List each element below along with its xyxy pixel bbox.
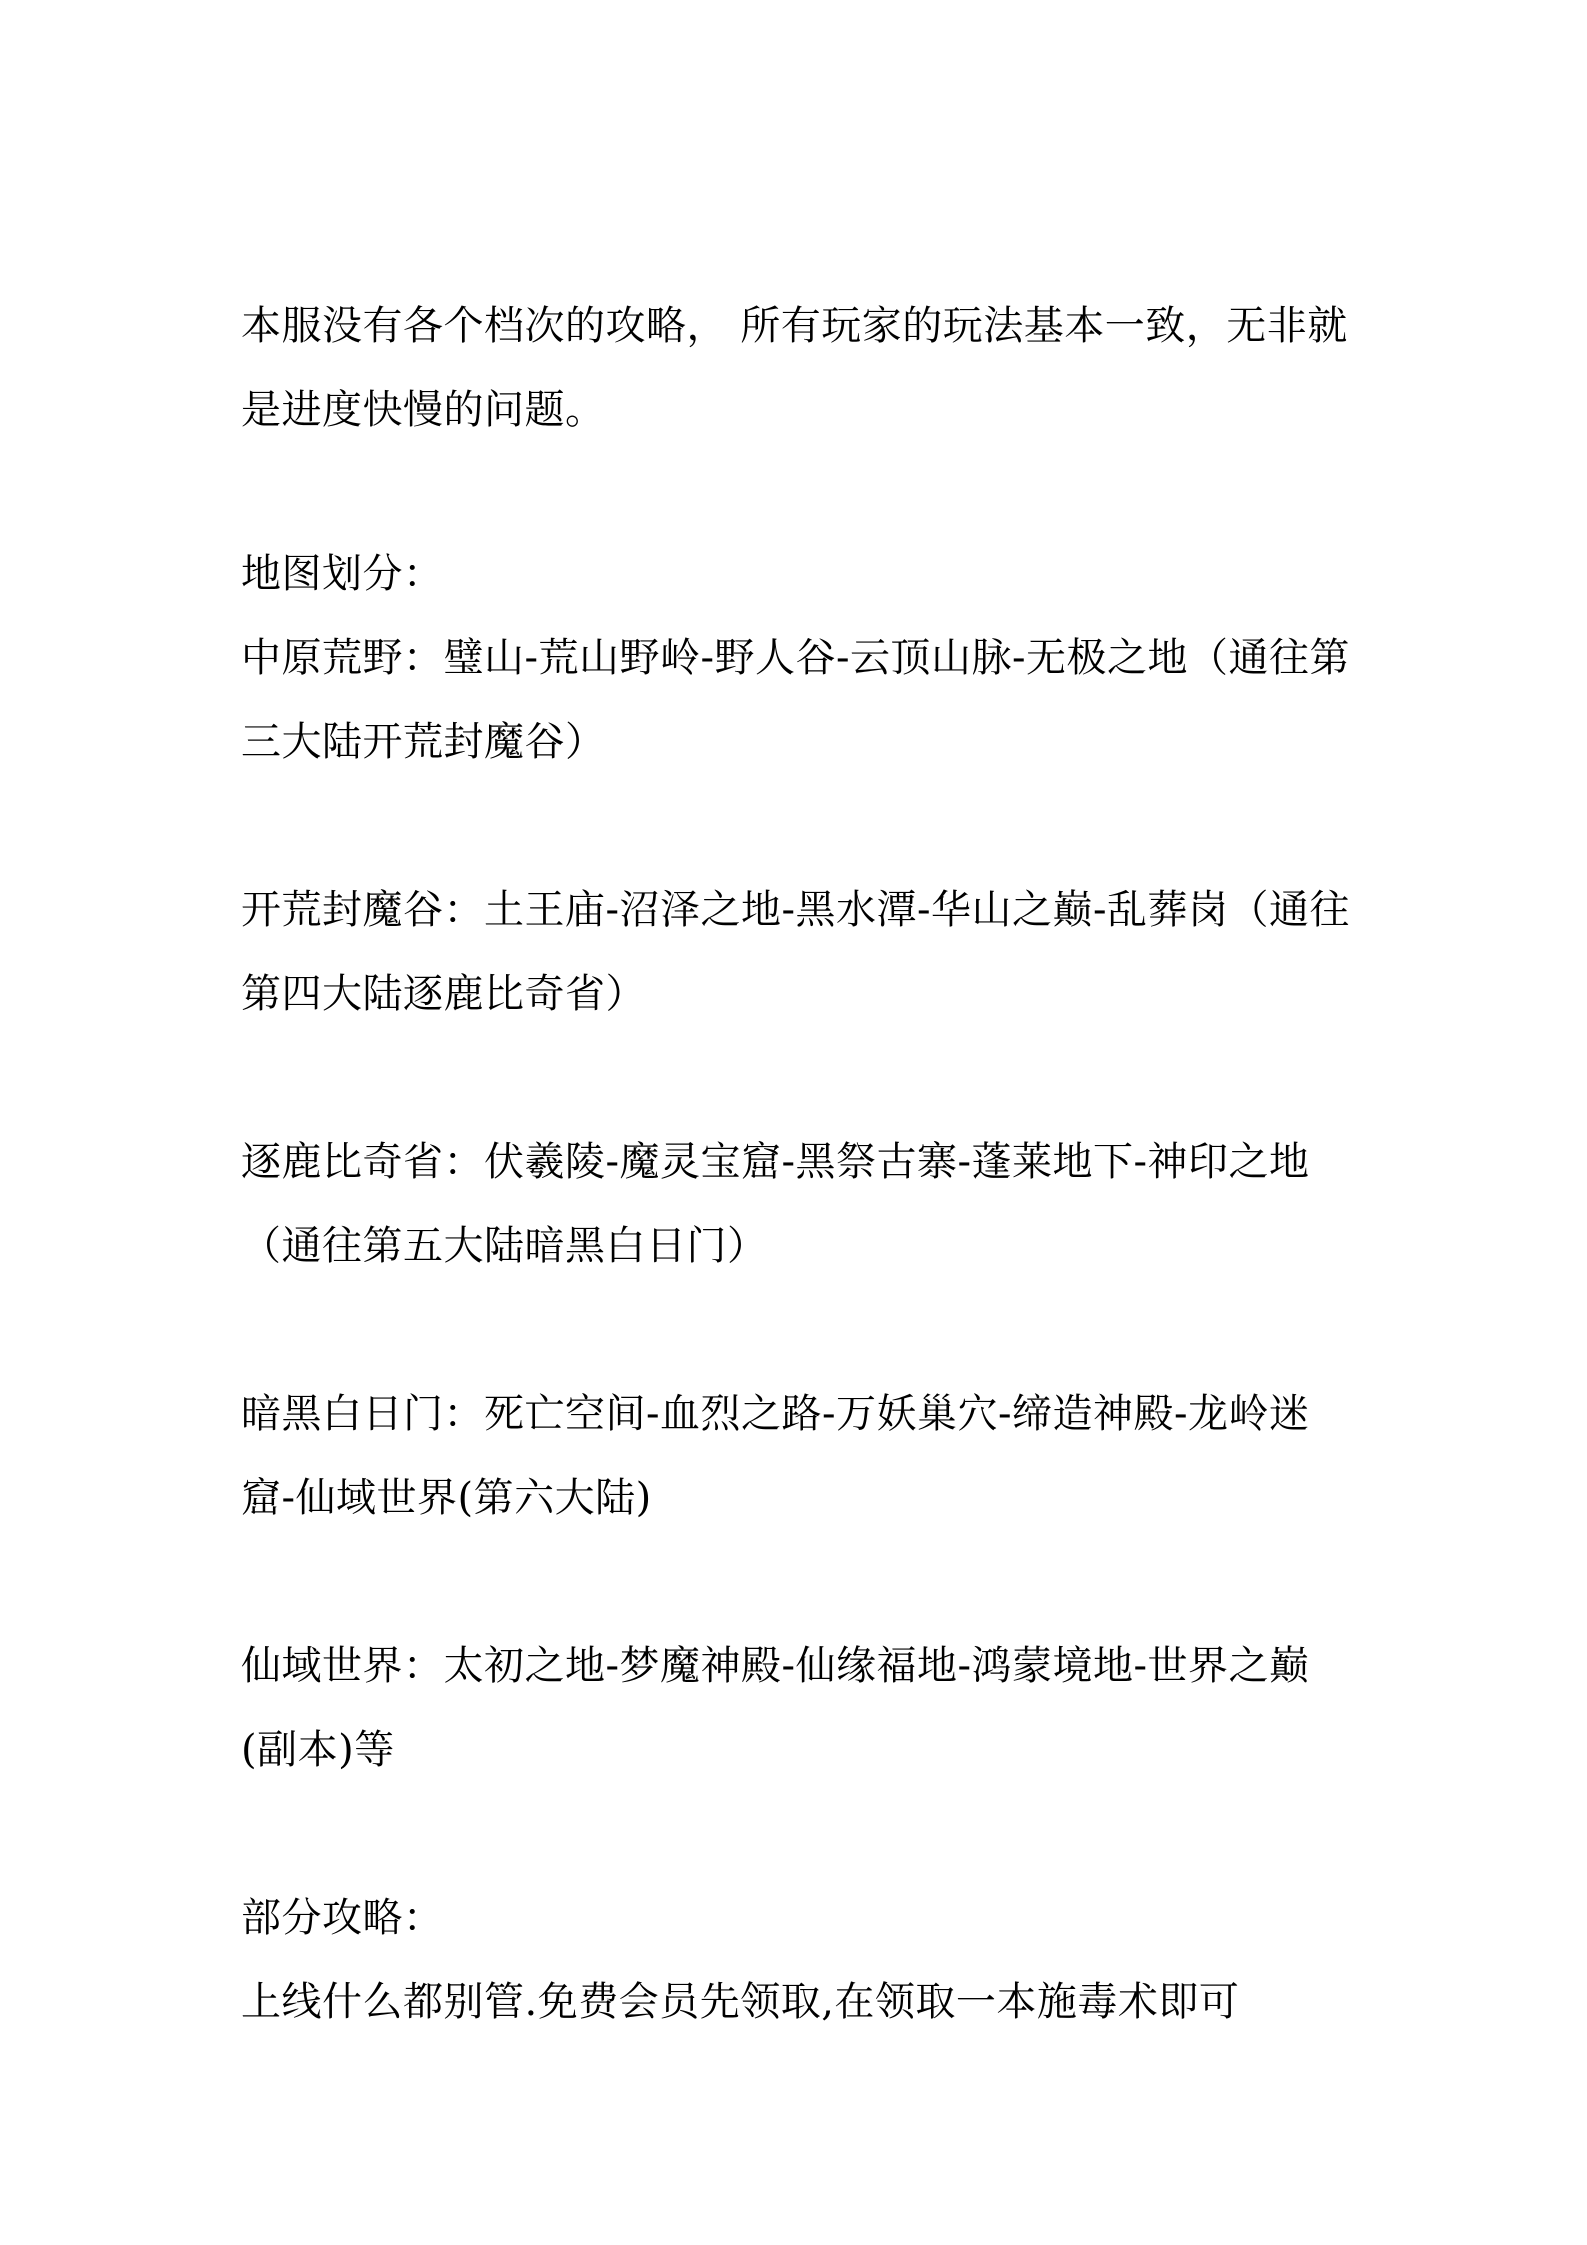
map-zhongyuan-paragraph: 中原荒野：璧山-荒山野岭-野人谷-云顶山脉-无极之地（通往第三大陆开荒封魔谷） xyxy=(241,635,1351,765)
document-body xyxy=(241,284,1361,2044)
map-anhei-paragraph: 暗黑白日门：死亡空间-血烈之路-万妖巢穴-缔造神殿-龙岭迷窟-仙域世界(第六大陆) xyxy=(241,1391,1310,1521)
intro-paragraph: 本服没有各个档次的攻略， 所有玩家的玩法基本一致，无非就是进度快慢的问题。 xyxy=(241,303,1348,433)
guide-section-heading: 部分攻略： xyxy=(241,1895,444,1941)
map-xianyu-paragraph: 仙域世界：太初之地-梦魔神殿-仙缘福地-鸿蒙境地-世界之巅(副本)等 xyxy=(241,1643,1310,1773)
map-kaihuang-paragraph: 开荒封魔谷：土王庙-沼泽之地-黑水潭-华山之巅-乱葬岗（通往第四大陆逐鹿比奇省） xyxy=(241,887,1351,1017)
guide-first-paragraph: 上线什么都别管.免费会员先领取,在领取一本施毒术即可 xyxy=(241,1979,1240,2025)
map-zhulu-paragraph: 逐鹿比奇省：伏羲陵-魔灵宝窟-黑祭古寨-蓬莱地下-神印之地（通往第五大陆暗黑白日门） xyxy=(241,1139,1310,1269)
map-section-heading: 地图划分： xyxy=(241,551,444,597)
